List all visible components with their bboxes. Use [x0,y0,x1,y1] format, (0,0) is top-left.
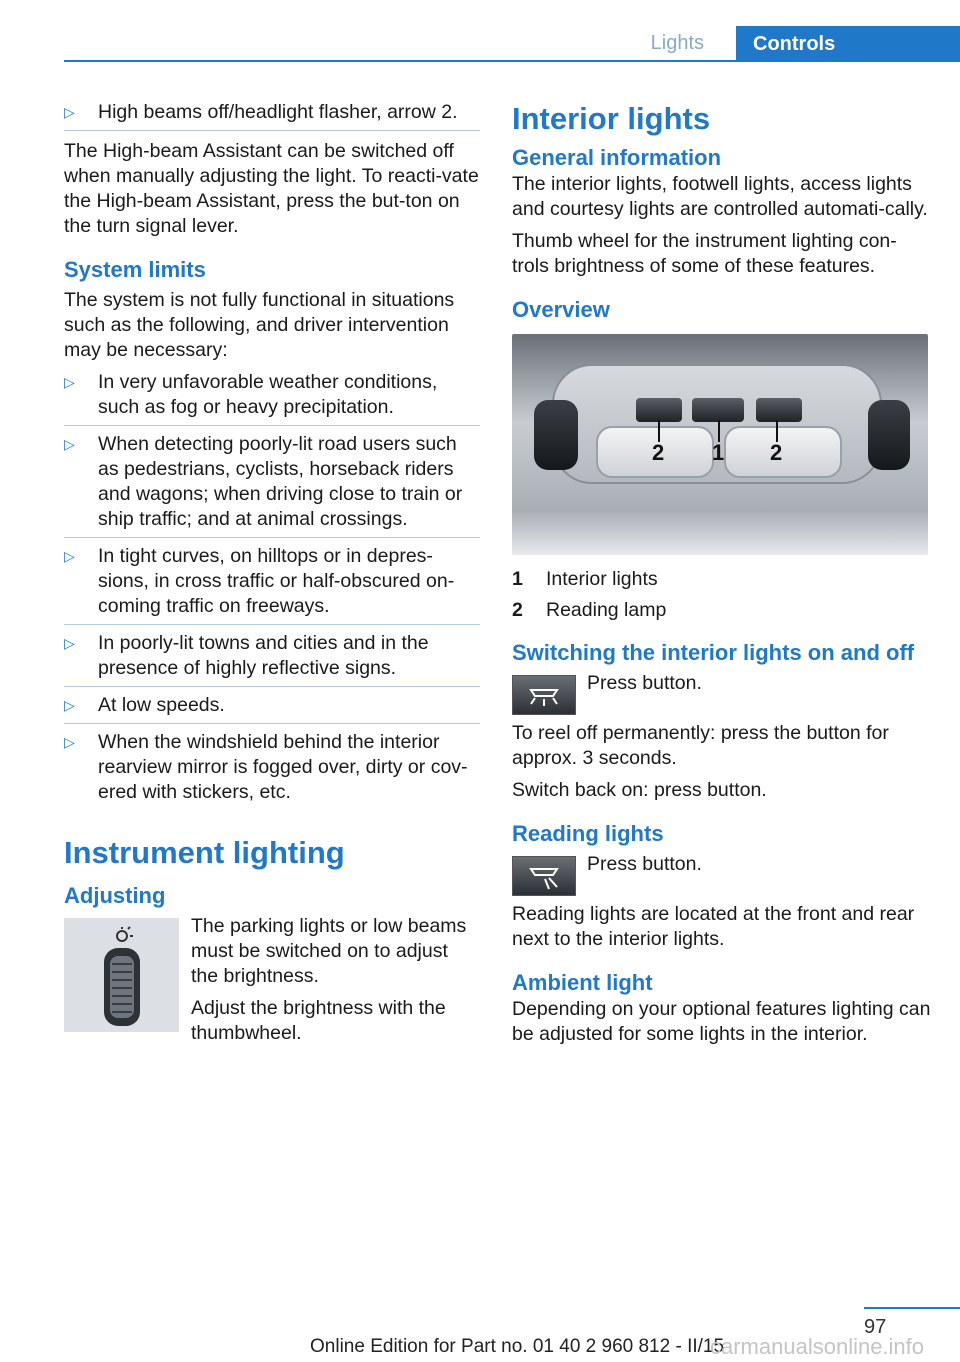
legend-label: Reading lamp [546,599,667,621]
system-limits-intro: The system is not fully functional in situations such as the following, and driver intervention may be necessary: [64,289,455,361]
triangle-bullet-icon: ▷ [64,548,75,564]
list-item [64,432,480,538]
callout-leader [658,420,660,442]
adjusting-heading: Adjusting [64,883,166,908]
left-column [64,100,480,1053]
legend-label: Interior lights [546,568,658,590]
legend-number: 2 [512,599,523,621]
switching-button-row [512,671,932,715]
list-item [64,370,480,426]
triangle-bullet-icon: ▷ [64,734,75,750]
list-item [64,544,480,625]
interior-light-icon [513,676,575,714]
reading-paragraph-1: Reading lights are located at the front and rear next to the interior lights. [512,903,915,950]
bullet-text: When the windshield behind the interior rearview mirror is fogged over, dirty or cov-ered with stickers, etc. [98,731,468,803]
ambient-light-heading: Ambient light [512,970,653,995]
callout-leader [776,420,778,442]
legend-number: 1 [512,568,523,590]
overview-heading: Overview [512,297,610,322]
header-section-tab: Lights [650,32,704,54]
watermark: carmanualsonline.info [710,1334,925,1359]
triangle-bullet-icon: ▷ [64,436,75,452]
reading-light-button-right-icon [756,398,802,422]
thumbwheel-image [64,918,179,1032]
header-rule [64,60,960,62]
list-item [64,693,480,724]
reading-light-button-image [512,856,576,896]
interior-lights-heading: Interior lights [512,101,711,136]
reading-light-button-left-icon [636,398,682,422]
list-item [64,631,480,687]
header-chapter-tab: Controls [736,26,960,62]
bullet-text: In poorly-lit towns and cities and in the presence of highly reflective signs. [98,632,429,679]
adjusting-block [64,914,480,1046]
triangle-bullet-icon: ▷ [64,635,75,651]
page-number: 97 [864,1316,887,1338]
reading-lamp-right [724,426,842,478]
reading-lights-heading: Reading lights [512,821,664,846]
reading-press-text: Press button. [587,853,702,875]
interior-light-button-icon [692,398,744,422]
switching-paragraph-2: Switch back on: press button. [512,779,767,801]
adjusting-paragraph-2: Adjust the brightness with the thumbwheel. [191,997,446,1044]
callout-label: 2 [652,440,665,465]
reading-button-row [512,852,932,896]
bullet-text: When detecting poorly-lit road users such as pedestrians, cyclists, horseback riders and wagons; when driving close to train or ship traffic; and at animal crossings. [98,433,463,530]
bullet-text: In tight curves, on hilltops or in depres-sions, in cross traffic or half-obscured on-coming traffic on freeways. [98,545,455,617]
bullet-text: At low speeds. [98,694,225,716]
ambient-paragraph-1: Depending on your optional features lighting can be adjusted for some lights in the interior. [512,998,931,1045]
triangle-bullet-icon: ▷ [64,374,75,390]
general-paragraph-1: The interior lights, footwell lights, access lights and courtesy lights are controlled automati-cally. [512,173,928,220]
triangle-bullet-icon: ▷ [64,697,75,713]
system-limits-list [64,370,480,810]
sos-button-icon [534,400,578,470]
callout-leader [718,420,720,442]
general-paragraph-2: Thumb wheel for the instrument lighting con-trols brightness of some of these features. [512,230,897,277]
reading-light-icon [513,857,575,895]
callout-label: 2 [770,440,783,465]
footer-rule [864,1307,960,1309]
legend-row [512,567,932,592]
system-limits-heading: System limits [64,257,206,282]
edition-line: Online Edition for Part no. 01 40 2 960 812 - II/15 [310,1336,725,1357]
right-column [512,100,932,1054]
overview-legend [512,567,932,623]
high-beam-bullet-list [64,100,480,131]
switching-heading: Switching the interior lights on and off [512,640,915,665]
bullet-text: In very unfavorable weather conditions, such as fog or heavy precipitation. [98,371,438,418]
list-item [64,730,480,810]
general-information-heading: General information [512,145,722,170]
instrument-lighting-heading: Instrument lighting [64,835,345,870]
assistant-paragraph: The High-beam Assistant can be switched off when manually adjusting the light. To reacti-vate the High-beam Assistant, press the but-ton on the turn signal lever. [64,140,479,237]
adjusting-paragraph-1: The parking lights or low beams must be switched on to adjust the brightness. [191,915,467,987]
legend-row [512,598,932,623]
bullet-text: High beams off/headlight flasher, arrow 2. [98,101,458,123]
interior-light-button-image [512,675,576,715]
thumbwheel-icon [64,918,179,1032]
list-item [64,100,480,131]
switching-press-text: Press button. [587,672,702,694]
passenger-airbag-indicator-icon [868,400,910,470]
overview-image [512,334,928,555]
callout-label: 1 [712,440,725,465]
triangle-bullet-icon: ▷ [64,104,75,120]
switching-paragraph-1: To reel off permanently: press the button for approx. 3 seconds. [512,722,889,769]
